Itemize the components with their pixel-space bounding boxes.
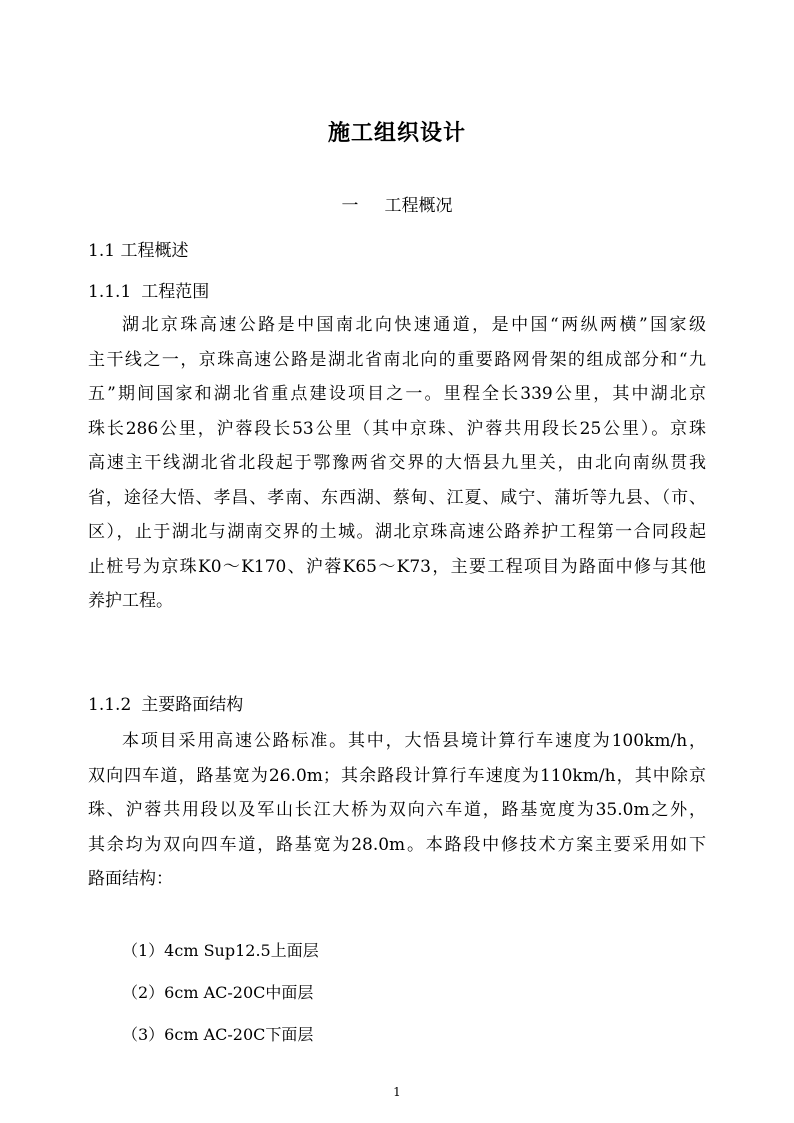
paragraph-line: 双向四车道，路基宽为26.0m；其余路段计算行车速度为110km/h，其中除京 [88,765,706,786]
subsection-number: 1.1.2 [88,695,132,715]
paragraph-line: 本项目采用高速公路标准。其中，大悟县境计算行车速度为100km/h， [122,731,706,751]
paragraph-line: 区），止于湖北与湖南交界的土城。湖北京珠高速公路养护工程第一合同段起 [88,522,706,542]
chapter-title: 工程概况 [384,196,453,216]
scope-paragraph [88,308,706,619]
chapter-heading [0,191,794,216]
page-number: 1 [393,1085,401,1099]
subsection-heading-scope [88,277,209,302]
paragraph-line: 止桩号为京珠K0～K170、沪蓉K65～K73，主要工程项目为路面中修与其他 [88,556,706,577]
paragraph-line: 五”期间国家和湖北省重点建设项目之一。里程全长339公里，其中湖北京 [88,384,706,404]
section-heading [88,236,188,261]
paragraph-line: 养护工程。 [88,591,173,611]
document-title: 施工组织设计 [327,120,466,146]
paragraph-line: 省，途径大悟、孝昌、孝南、东西湖、蔡甸、江夏、咸宁、蒲圻等九县、（市、 [88,487,706,508]
pavement-paragraph [88,724,706,897]
pavement-layer-list [122,930,319,1056]
paragraph-line: 珠、沪蓉共用段以及军山长江大桥为双向六车道，路基宽度为35.0m之外， [88,800,706,820]
subsection-title: 主要路面结构 [141,695,244,715]
list-item: （2）6cm AC-20C中面层 [122,983,314,1002]
section-number: 1.1 [88,241,116,261]
paragraph-line: 珠长286公里，沪蓉段长53公里（其中京珠、沪蓉共用段长25公里）。京珠 [88,418,706,439]
paragraph-line: 高速主干线湖北省北段起于鄂豫两省交界的大悟县九里关，由北向南纵贯我 [88,453,706,473]
subsection-title: 工程范围 [141,282,210,302]
paragraph-line: 路面结构： [88,869,173,889]
paragraph-line: 主干线之一，京珠高速公路是湖北省南北向的重要路网骨架的组成部分和“九 [88,349,706,370]
list-item: （3）6cm AC-20C下面层 [122,1025,314,1044]
section-title: 工程概述 [120,241,189,261]
subsection-heading-pavement [88,690,243,715]
paragraph-line: 湖北京珠高速公路是中国南北向快速通道，是中国“两纵两横”国家级 [122,315,706,335]
subsection-number: 1.1.1 [88,282,132,302]
paragraph-line: 其余均为双向四车道，路基宽为28.0m。本路段中修技术方案主要采用如下 [88,834,706,855]
chapter-number: 一 [341,196,359,216]
list-item: （1）4cm Sup12.5上面层 [122,941,319,960]
